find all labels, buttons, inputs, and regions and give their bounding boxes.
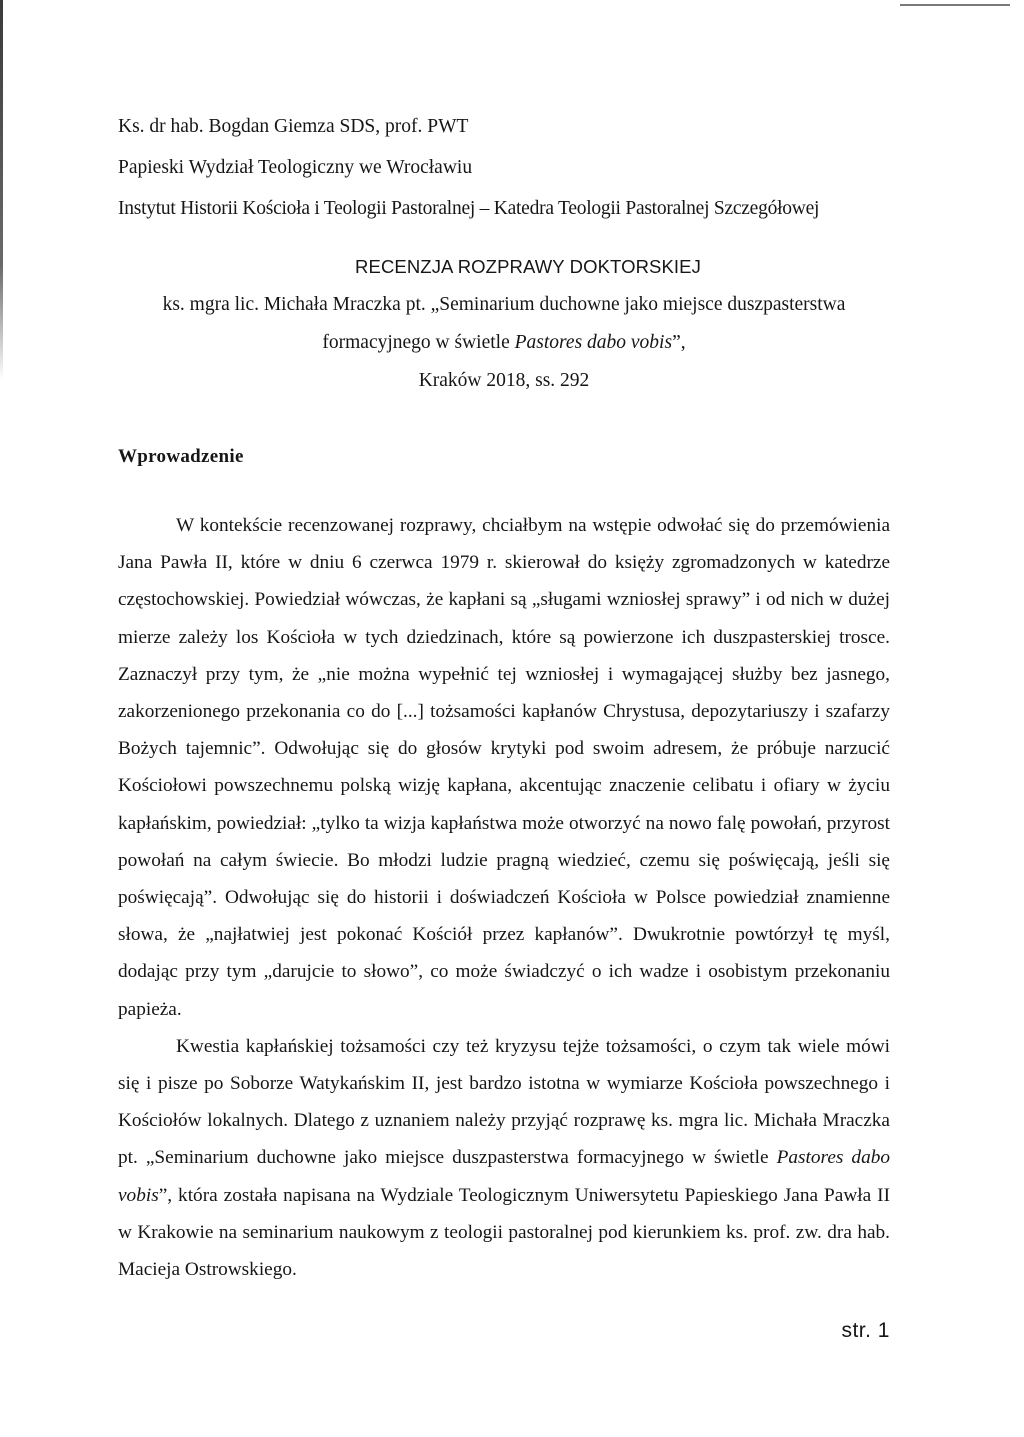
paragraph-2-text-end: ”, która została napisana na Wydziale Teologicznym Uniwersytetu Papieskiego Jana Pawła II w Krakowie na seminarium naukowym z teologii pastoralnej pod kierunkiem ks. prof. zw. dra hab. Macieja Ostrowskiego. (118, 1184, 890, 1281)
paragraph-2 (118, 1028, 890, 1288)
scan-edge-top (900, 4, 1010, 6)
review-publication-info: Kraków 2018, ss. 292 (418, 370, 590, 391)
section-heading: Wprowadzenie (118, 446, 244, 467)
paragraph-1: W kontekście recenzowanej rozprawy, chciałbym na wstępie odwołać się do przemówienia Jana Pawła II, które w dniu 6 czerwca 1979 r. skierował do księży zgromadzonych w katedrze częstochowskiej. Powiedział wówczas, że kapłani są „sługami wzniosłej sprawy” i od nich w dużej mierze zależy los Kościoła w tych dziedzinach, które są powierzone ich duszpasterskiej trosce. Zaznaczył przy tym, że „nie można wypełnić tej wzniosłej i wymagającej służby bez jasnego, zakorzenionego przekonania co do [...] tożsamości kapłanów Chrystusa, depozytariuszy i szafarzy Bożych tajemnic”. Odwołując się do głosów krytyki pod swoim adresem, że próbuje narzucić Kościołowi powszechnemu polską wizję kapłana, akcentując znaczenie celibatu i ofiary w życiu kapłańskim, powiedział: „tylko ta wizja kapłaństwa może otworzyć na nowo falę powołań, przyrost powołań na całym świecie. Bo młodzi ludzie pragną wiedzieć, czemu się poświęcają, jeśli się poświęcają”. Odwołując się do historii i doświadczeń Kościoła w Polsce powiedział znamienne słowa, że „najłatwiej jest pokonać Kościół przez kapłanów”. Dwukrotnie powtórzył tę myśl, dodając przy tym „darujcie to słowo”, co może świadczyć o ich wadze i osobistym przekonaniu papieża. (118, 515, 890, 1020)
author-institute: Instytut Historii Kościoła i Teologii Pastoralnej – Katedra Teologii Pastoralnej Szczegółowej (118, 198, 820, 219)
paragraph-2-italic: Pastores dabo vobis (118, 1147, 890, 1206)
review-subject-line: ks. mgra lic. Michała Mraczka pt. „Seminarium duchowne jako miejsce duszpasterstwa (162, 294, 846, 315)
scan-edge-left (0, 0, 3, 380)
paragraph-2-text: Kwestia kapłańskiej tożsamości czy też kryzysu tejże tożsamości, o czym tak wiele mówi się i pisze po Soborze Watykańskim II, jest bardzo istotna w wymiarze Kościoła powszechnego i Kościołów lokalnych. Dlatego z uznaniem należy przyjąć rozprawę ks. mgra lic. Michała Mraczka pt. „Seminarium duchowne jako miejsce duszpasterstwa formacyjnego w świetle (118, 1035, 890, 1169)
review-subject-line-continued (118, 333, 890, 353)
page-number: str. 1 (841, 1319, 890, 1342)
document-page (118, 117, 890, 1288)
author-name: Ks. dr hab. Bogdan Giemza SDS, prof. PWT (118, 116, 469, 137)
review-title-block (118, 257, 890, 391)
review-heading: RECENZJA ROZPRAWY DOKTORSKIEJ (355, 256, 701, 277)
review-subject-closing: ”, (672, 332, 686, 353)
author-block (118, 117, 890, 219)
review-subject-text: formacyjnego w świetle (322, 332, 515, 353)
author-faculty: Papieski Wydział Teologiczny we Wrocławiu (118, 157, 473, 178)
review-subject-italic: Pastores dabo vobis (514, 332, 673, 353)
body-text (118, 507, 890, 1288)
